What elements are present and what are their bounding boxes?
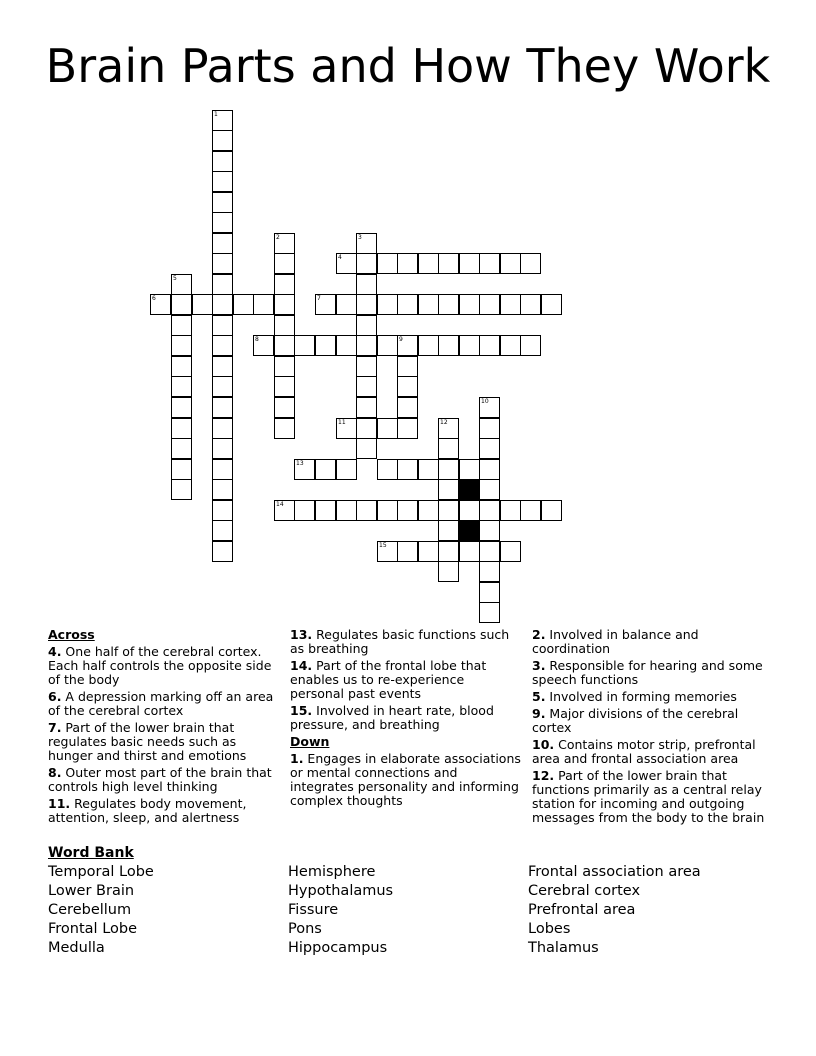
grid-cell[interactable] [418,541,439,562]
grid-cell[interactable] [212,110,233,131]
word-bank-word: Frontal association area [528,864,701,880]
clue-item-text: Involved in heart rate, blood pressure, and breathing [290,703,494,732]
grid-cell[interactable] [438,335,459,356]
grid-cell[interactable] [397,294,418,315]
grid-cell[interactable] [212,541,233,562]
clue-item-text: Regulates body movement, attention, sleep, and alertness [48,796,247,825]
grid-cell[interactable] [336,335,357,356]
grid-cell[interactable] [541,500,562,521]
word-bank-word: Hypothalamus [288,883,394,899]
grid-cell[interactable] [438,294,459,315]
grid-cell[interactable] [438,500,459,521]
grid-cell[interactable] [479,294,500,315]
down-heading: Down [290,734,330,749]
word-bank-word: Hemisphere [288,864,376,880]
grid-cell[interactable] [212,500,233,521]
grid-cell[interactable] [336,253,357,274]
grid-cell[interactable] [253,335,274,356]
grid-cell[interactable] [377,541,398,562]
grid-cell[interactable] [253,294,274,315]
grid-cell[interactable] [377,335,398,356]
across-clue-list-1 [48,645,280,825]
grid-cell[interactable] [356,294,377,315]
down-clue-list-1 [290,752,522,808]
clue-item-text: Part of the frontal lobe that enables us to re-experience personal past events [290,658,487,701]
grid-cell[interactable] [500,253,521,274]
clue-item [48,797,280,825]
clue-item [290,628,522,656]
grid-cell[interactable] [397,253,418,274]
grid-cell[interactable] [459,335,480,356]
grid-cell[interactable] [479,397,500,418]
clue-item-text: Contains motor strip, prefrontal area and frontal association area [532,737,756,766]
clue-item-text: Part of the lower brain that regulates basic needs such as hunger and thirst and emotions [48,720,247,763]
clue-item [48,766,280,794]
grid-cell[interactable] [438,459,459,480]
clue-item [290,704,522,732]
grid-cell[interactable] [479,438,500,459]
grid-cell[interactable] [418,500,439,521]
grid-cell[interactable] [479,418,500,439]
word-bank-word: Lower Brain [48,883,135,899]
word-bank-column-3 [528,863,701,958]
grid-cell[interactable] [479,541,500,562]
grid-cell[interactable] [438,418,459,439]
grid-cell[interactable] [479,602,500,623]
grid-cell[interactable] [171,438,192,459]
word-bank-word: Frontal Lobe [48,921,138,937]
clue-item [48,690,280,718]
grid-cell[interactable] [171,459,192,480]
clue-item-number: 14. [290,658,313,673]
grid-cell[interactable] [212,294,233,315]
clues-column-1 [48,628,280,828]
clue-item-number: 6. [48,689,62,704]
word-bank-word: Cerebral cortex [528,883,641,899]
clue-number: 9 [399,336,403,343]
grid-cell[interactable] [336,500,357,521]
clue-item-number: 2. [532,627,546,642]
grid-cell[interactable] [418,253,439,274]
grid-cell[interactable] [356,335,377,356]
grid-cell[interactable] [212,212,233,233]
grid-cell[interactable] [274,356,295,377]
grid-cell[interactable] [212,479,233,500]
clue-item-text: Involved in balance and coordination [532,627,699,656]
grid-cell[interactable] [397,376,418,397]
grid-cell[interactable] [315,294,336,315]
clue-number: 7 [317,295,321,302]
grid-cell[interactable] [356,274,377,295]
grid-cell[interactable] [212,192,233,213]
clue-item-number: 4. [48,644,62,659]
grid-cell[interactable] [377,253,398,274]
clue-item-number: 9. [532,706,546,721]
clue-item-text: Major divisions of the cerebral cortex [532,706,739,735]
grid-cell[interactable] [377,459,398,480]
grid-block [459,479,480,500]
word-bank-word: Pons [288,921,322,937]
word-bank-word: Medulla [48,940,105,956]
grid-cell[interactable] [274,315,295,336]
page-title: Brain Parts and How They Work [45,39,771,93]
clue-number: 14 [276,501,284,508]
grid-cell[interactable] [520,335,541,356]
grid-cell[interactable] [418,459,439,480]
clue-number: 2 [276,234,280,241]
grid-cell[interactable] [274,418,295,439]
clues-column-3 [532,628,772,828]
grid-cell[interactable] [356,418,377,439]
clue-item-number: 8. [48,765,62,780]
clue-number: 12 [440,419,448,426]
grid-cell[interactable] [397,541,418,562]
grid-cell[interactable] [212,438,233,459]
clue-number: 3 [358,234,362,241]
clue-number: 13 [296,460,304,467]
grid-cell[interactable] [212,397,233,418]
word-bank-column-2 [288,863,393,958]
grid-cell[interactable] [212,171,233,192]
grid-cell[interactable] [150,294,171,315]
clue-item-text: Engages in elaborate associations or mental connections and integrates personality and informing complex thoughts [290,751,521,808]
grid-cell[interactable] [520,253,541,274]
grid-cell[interactable] [212,335,233,356]
grid-cell[interactable] [356,397,377,418]
grid-cell[interactable] [171,356,192,377]
grid-cell[interactable] [500,335,521,356]
clue-item-number: 13. [290,627,313,642]
grid-cell[interactable] [171,397,192,418]
grid-cell[interactable] [274,294,295,315]
clue-number: 6 [152,295,156,302]
grid-cell[interactable] [479,500,500,521]
grid-cell[interactable] [336,459,357,480]
grid-cell[interactable] [479,561,500,582]
clue-item-text: Involved in forming memories [545,689,737,704]
grid-cell[interactable] [500,500,521,521]
clue-number: 4 [338,254,342,261]
grid-cell[interactable] [356,376,377,397]
clue-item-number: 7. [48,720,62,735]
grid-cell[interactable] [356,438,377,459]
grid-cell[interactable] [377,500,398,521]
grid-cell[interactable] [356,356,377,377]
grid-cell[interactable] [500,294,521,315]
grid-cell[interactable] [397,500,418,521]
grid-cell[interactable] [171,315,192,336]
grid-cell[interactable] [192,294,213,315]
word-bank-word: Temporal Lobe [48,864,154,880]
grid-cell[interactable] [294,335,315,356]
clue-number: 15 [379,542,387,549]
grid-cell[interactable] [520,294,541,315]
clue-item-text: One half of the cerebral cortex. Each half controls the opposite side of the body [48,644,272,687]
clue-item-number: 5. [532,689,546,704]
clue-item [290,752,522,808]
grid-cell[interactable] [212,418,233,439]
grid-cell[interactable] [171,376,192,397]
grid-cell[interactable] [479,253,500,274]
grid-cell[interactable] [459,500,480,521]
grid-cell[interactable] [212,274,233,295]
grid-cell[interactable] [397,335,418,356]
grid-cell[interactable] [418,335,439,356]
clue-item [532,690,772,704]
grid-cell[interactable] [479,479,500,500]
grid-cell[interactable] [171,294,192,315]
grid-cell[interactable] [438,438,459,459]
clues-column-2 [290,628,522,811]
clue-number: 11 [338,419,346,426]
clue-item [532,659,772,687]
grid-cell[interactable] [212,376,233,397]
clue-item-number: 1. [290,751,304,766]
grid-cell[interactable] [336,418,357,439]
word-bank-word: Cerebellum [48,902,132,918]
grid-cell[interactable] [294,459,315,480]
clue-number: 10 [481,398,489,405]
grid-cell[interactable] [500,541,521,562]
grid-cell[interactable] [418,294,439,315]
grid-cell[interactable] [397,356,418,377]
grid-cell[interactable] [212,151,233,172]
word-bank-word: Prefrontal area [528,902,636,918]
grid-cell[interactable] [438,253,459,274]
grid-cell[interactable] [274,376,295,397]
grid-cell[interactable] [212,315,233,336]
clue-item-text: Part of the lower brain that functions primarily as a central relay station for incoming and outgoing messages from the body to the brain [532,768,765,825]
word-bank-word: Thalamus [528,940,599,956]
grid-cell[interactable] [294,500,315,521]
grid-cell[interactable] [459,541,480,562]
grid-cell[interactable] [356,315,377,336]
clue-item-text: A depression marking off an area of the cerebral cortex [48,689,274,718]
grid-cell[interactable] [274,397,295,418]
clue-item-number: 15. [290,703,313,718]
clue-number: 1 [214,111,218,118]
grid-cell[interactable] [438,479,459,500]
word-bank-column-1 [48,863,154,958]
grid-cell[interactable] [479,335,500,356]
grid-cell[interactable] [356,500,377,521]
grid-cell[interactable] [438,520,459,541]
grid-cell[interactable] [274,335,295,356]
across-clue-list-2 [290,628,522,732]
clue-number: 5 [173,275,177,282]
clue-item [48,645,280,687]
grid-cell[interactable] [315,459,336,480]
grid-cell[interactable] [336,294,357,315]
grid-cell[interactable] [438,561,459,582]
grid-cell[interactable] [541,294,562,315]
grid-cell[interactable] [212,233,233,254]
grid-cell[interactable] [438,541,459,562]
word-bank-heading: Word Bank [48,845,134,861]
grid-cell[interactable] [356,233,377,254]
word-bank-word: Fissure [288,902,339,918]
clue-item-number: 3. [532,658,546,673]
grid-cell[interactable] [459,294,480,315]
grid-cell[interactable] [274,274,295,295]
down-clue-list-2 [532,628,772,825]
clue-item [532,738,772,766]
clue-item-text: Outer most part of the brain that controls high level thinking [48,765,272,794]
clue-item [532,707,772,735]
grid-cell[interactable] [233,294,254,315]
grid-cell[interactable] [397,397,418,418]
clue-item [532,628,772,656]
clue-item [48,721,280,763]
clue-item-text: Regulates basic functions such as breathing [290,627,510,656]
grid-cell[interactable] [377,418,398,439]
grid-cell[interactable] [274,500,295,521]
grid-cell[interactable] [171,418,192,439]
grid-cell[interactable] [479,520,500,541]
grid-cell[interactable] [479,582,500,603]
clue-item-number: 12. [532,768,555,783]
grid-cell[interactable] [459,253,480,274]
grid-cell[interactable] [212,253,233,274]
across-heading: Across [48,627,95,642]
grid-cell[interactable] [479,459,500,480]
grid-cell[interactable] [315,500,336,521]
word-bank-word: Hippocampus [288,940,388,956]
grid-cell[interactable] [377,294,398,315]
clue-item [532,769,772,825]
clue-number: 8 [255,336,259,343]
grid-cell[interactable] [212,520,233,541]
clue-item [290,659,522,701]
grid-cell[interactable] [520,500,541,521]
clue-item-number: 11. [48,796,71,811]
grid-cell[interactable] [459,459,480,480]
grid-cell[interactable] [212,459,233,480]
grid-cell[interactable] [274,233,295,254]
grid-cell[interactable] [356,253,377,274]
grid-cell[interactable] [274,253,295,274]
word-bank-word: Lobes [528,921,571,937]
grid-cell[interactable] [397,418,418,439]
clue-item-text: Responsible for hearing and some speech functions [532,658,763,687]
clue-item-number: 10. [532,737,555,752]
grid-cell[interactable] [171,274,192,295]
grid-block [459,520,480,541]
grid-cell[interactable] [315,335,336,356]
grid-cell[interactable] [171,479,192,500]
grid-cell[interactable] [171,335,192,356]
grid-cell[interactable] [212,356,233,377]
grid-cell[interactable] [397,459,418,480]
grid-cell[interactable] [212,130,233,151]
